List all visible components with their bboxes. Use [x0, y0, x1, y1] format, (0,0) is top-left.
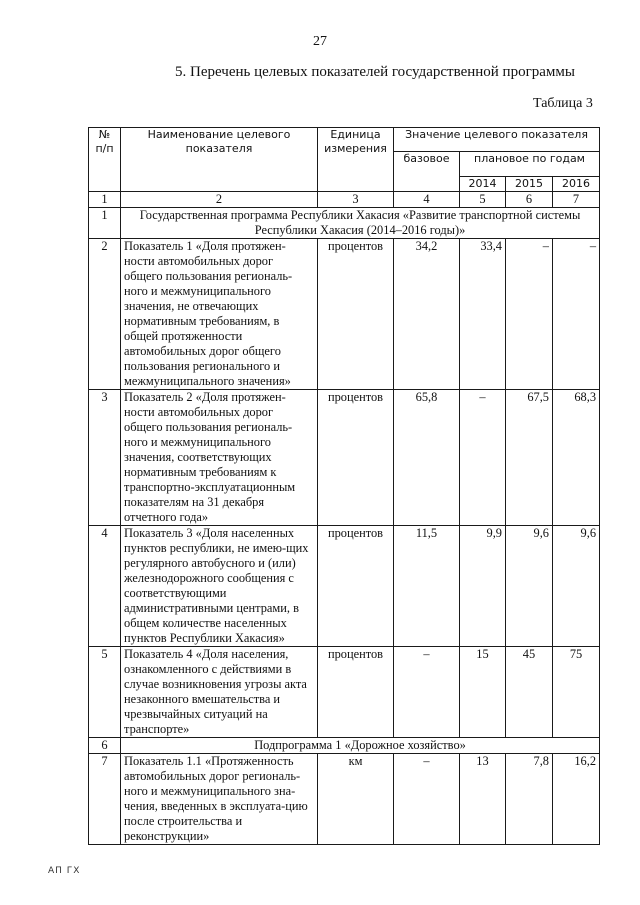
indicator-name: Показатель 4 «Доля населения, ознакомленного с действиями в случае возникновения угрозы акта незаконного вмешательства и чрезвычайных ситуаций на транспорте»	[121, 647, 318, 738]
header-name: Наименование целевого показателя	[121, 128, 318, 192]
indicator-name: Показатель 3 «Доля населенных пунктов республики, не имею-щих регулярного автобусного и (или) железнодорожного сообщения с соответствующими административными центрами, в общем количестве населенных пунктов Республики Хакасия»	[121, 526, 318, 647]
table-label: Таблица 3	[533, 96, 593, 111]
base-value: –	[394, 754, 460, 845]
base-value: 34,2	[394, 239, 460, 390]
row-num: 5	[89, 647, 121, 738]
value-2015: 67,5	[506, 390, 553, 526]
header-num: № п/п	[89, 128, 121, 192]
row-num: 3	[89, 390, 121, 526]
section-text: Подпрограмма 1 «Дорожное хозяйство»	[121, 738, 600, 754]
page-number: 27	[313, 34, 327, 49]
table-row-section	[89, 208, 600, 239]
section-title: 5. Перечень целевых показателей государственной программы	[175, 64, 575, 80]
base-value: 11,5	[394, 526, 460, 647]
header-year: 2015	[506, 177, 553, 192]
value-2014: 9,9	[460, 526, 506, 647]
col-number: 2	[121, 192, 318, 208]
value-2016: 68,3	[553, 390, 600, 526]
row-num: 6	[89, 738, 121, 754]
value-2016: 9,6	[553, 526, 600, 647]
value-2014: 15	[460, 647, 506, 738]
value-2016: –	[553, 239, 600, 390]
row-num: 2	[89, 239, 121, 390]
base-value: 65,8	[394, 390, 460, 526]
header-unit: Единица измерения	[318, 128, 394, 192]
header-value-group: Значение целевого показателя	[394, 128, 600, 152]
indicator-name: Показатель 1 «Доля протяжен-ности автомобильных дорог общего пользования региональ-ного и межмуниципального значения, не отвечающих нормативным требованиям, в общей протяженности автомобильных дорог общего пользования регионального и межмуниципального значения»	[121, 239, 318, 390]
table-row	[89, 239, 600, 390]
footer-mark: АП ГХ	[48, 866, 81, 876]
col-number: 4	[394, 192, 460, 208]
table-row-section	[89, 738, 600, 754]
table-row	[89, 754, 600, 845]
value-2014: 13	[460, 754, 506, 845]
value-2015: 9,6	[506, 526, 553, 647]
unit-cell: процентов	[318, 647, 394, 738]
col-number: 7	[553, 192, 600, 208]
value-2014: –	[460, 390, 506, 526]
indicator-name: Показатель 2 «Доля протяжен-ности автомобильных дорог общего пользования региональ-ного и межмуниципального значения, соответствующих нормативным требованиям к транспортно-эксплуатационным показателям на 31 декабря отчетного года»	[121, 390, 318, 526]
table-row	[89, 390, 600, 526]
col-number: 1	[89, 192, 121, 208]
col-number: 5	[460, 192, 506, 208]
value-2014: 33,4	[460, 239, 506, 390]
value-2015: 45	[506, 647, 553, 738]
header-planned: плановое по годам	[460, 152, 600, 177]
table-row	[89, 526, 600, 647]
value-2015: –	[506, 239, 553, 390]
row-num: 4	[89, 526, 121, 647]
header-year: 2014	[460, 177, 506, 192]
table-row	[89, 647, 600, 738]
unit-cell: процентов	[318, 239, 394, 390]
col-number: 6	[506, 192, 553, 208]
value-2016: 16,2	[553, 754, 600, 845]
unit-cell: процентов	[318, 526, 394, 647]
row-num: 7	[89, 754, 121, 845]
value-2015: 7,8	[506, 754, 553, 845]
header-base: базовое	[394, 152, 460, 192]
header-year: 2016	[553, 177, 600, 192]
unit-cell: км	[318, 754, 394, 845]
col-number: 3	[318, 192, 394, 208]
indicator-name: Показатель 1.1 «Протяженность автомобильных дорог региональ-ного и межмуниципального зна-чения, введенных в эксплуата-цию после строительства и реконструкции»	[121, 754, 318, 845]
value-2016: 75	[553, 647, 600, 738]
unit-cell: процентов	[318, 390, 394, 526]
indicators-table	[88, 127, 600, 845]
row-num: 1	[89, 208, 121, 239]
base-value: –	[394, 647, 460, 738]
section-text: Государственная программа Республики Хакасия «Развитие транспортной системы Республики Хакасия (2014–2016 годы)»	[121, 208, 600, 239]
